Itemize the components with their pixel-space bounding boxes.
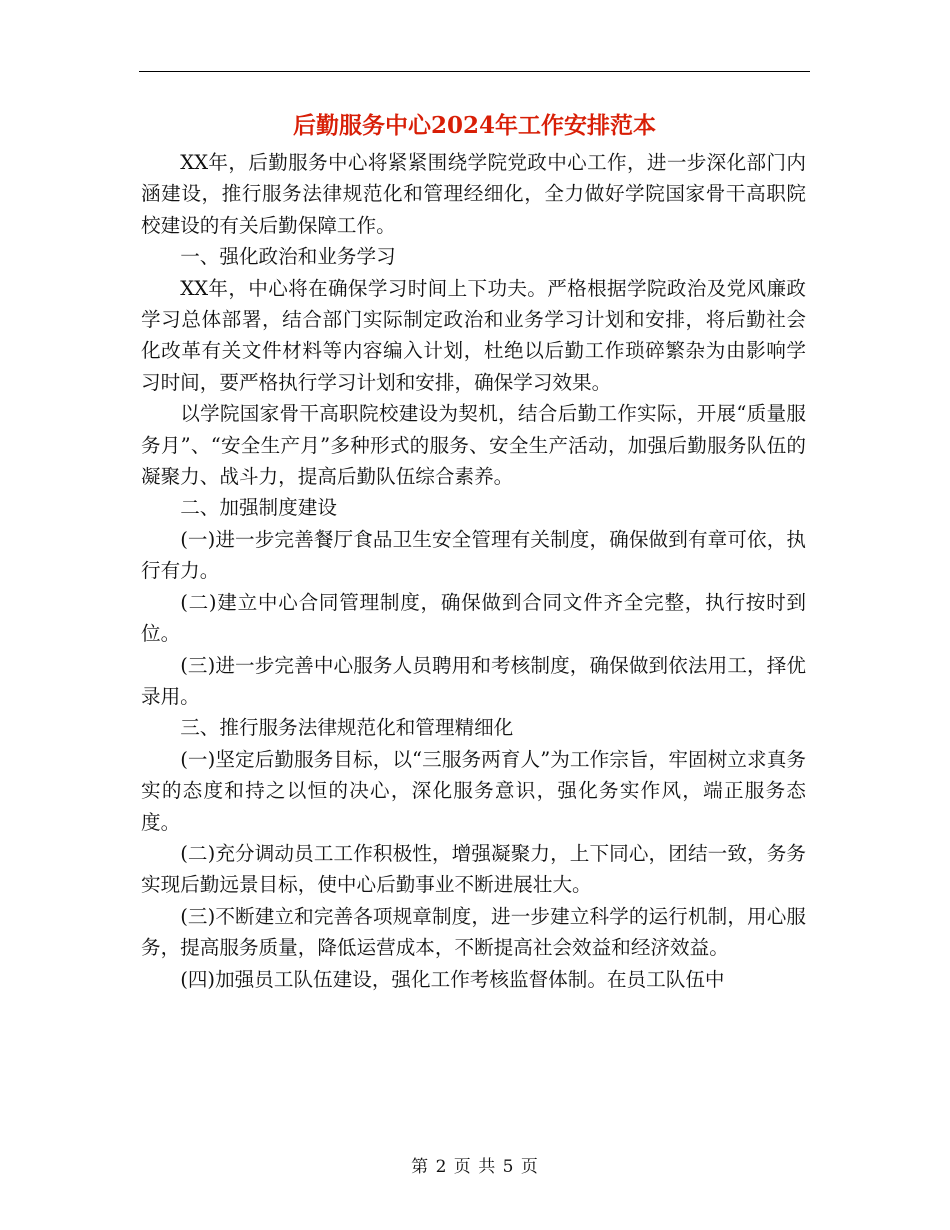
- list-item: (二)建立中心合同管理制度，确保做到合同文件齐全完整，执行按时到位。: [141, 590, 806, 646]
- list-item: (一)进一步完善餐厅食品卫生安全管理有关制度，确保做到有章可依，执行有力。: [141, 527, 806, 583]
- list-item: (二)充分调动员工工作积极性，增强凝聚力，上下同心，团结一致，务务实现后勤远景目标，使中心后勤事业不断进展壮大。: [141, 841, 806, 897]
- paragraph-intro: XX年，后勤服务中心将紧紧围绕学院党政中心工作，进一步深化部门内涵建设，推行服务法律规范化和管理经细化，全力做好学院国家骨干高职院校建设的有关后勤保障工作。: [141, 151, 806, 237]
- list-item: (一)坚定后勤服务目标，以“三服务两育人”为工作宗旨，牢固树立求真务实的态度和持之以恒的决心，深化服务意识，强化务实作风，端正服务态度。: [141, 747, 806, 834]
- list-item: (四)加强员工队伍建设，强化工作考核监督体制。在员工队伍中: [180, 967, 725, 991]
- page-number-label: 第 2 页 共 5 页: [411, 1157, 539, 1177]
- header-rule: [139, 71, 810, 72]
- list-item: (三)不断建立和完善各项规章制度，进一步建立科学的运行机制，用心服务，提高服务质量，降低运营成本，不断提高社会效益和经济效益。: [141, 904, 806, 960]
- document-title: 后勤服务中心2024年工作安排范本: [292, 112, 656, 139]
- section-heading-1: 一、强化政治和业务学习: [180, 245, 396, 269]
- list-item: (三)进一步完善中心服务人员聘用和考核制度，确保做到依法用工，择优录用。: [141, 653, 806, 708]
- section-heading-3: 三、推行服务法律规范化和管理精细化: [180, 716, 514, 740]
- paragraph: XX年，中心将在确保学习时间上下功夫。严格根据学院政治及党风廉政学习总体部署，结合部门实际制定政治和业务学习计划和安排，将后勤社会化改革有关文件材料等内容编入计划，杜绝以后勤工作琐碎繁杂为由影响学习时间，要严格执行学习计划和安排，确保学习效果。: [141, 276, 806, 394]
- document-body: [141, 147, 806, 995]
- section-heading-2: 二、加强制度建设: [180, 496, 337, 520]
- paragraph: 以学院国家骨干高职院校建设为契机，结合后勤工作实际，开展“质量服务月”、“安全生产月”多种形式的服务、安全生产活动，加强后勤服务队伍的凝聚力、战斗力，提高后勤队伍综合素养。: [141, 402, 806, 489]
- page-footer: [0, 1152, 950, 1177]
